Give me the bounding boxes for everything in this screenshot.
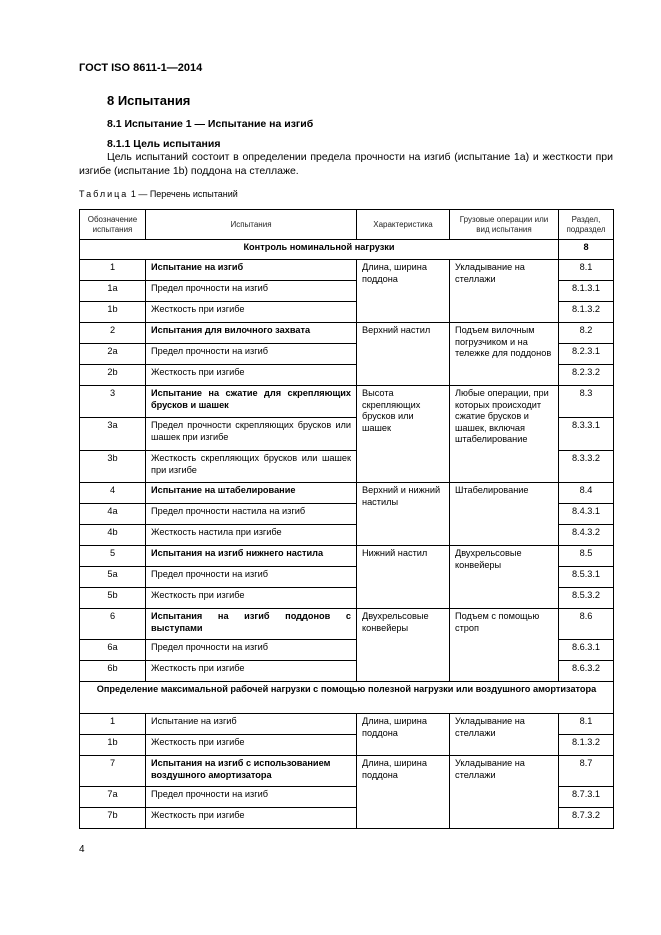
- table-row: [80, 609, 614, 640]
- operation-cell: Укладывание на стеллажи: [450, 260, 559, 323]
- test-id-cell: 6: [80, 609, 146, 640]
- test-name-cell: Испытания на изгиб нижнего настила: [146, 546, 357, 567]
- test-name-cell: Испытания на изгиб с использованием воздушного амортизатора: [146, 756, 357, 787]
- table-row: [80, 756, 614, 787]
- test-id-cell: 1b: [80, 735, 146, 756]
- ref-cell: 8.4.3.2: [559, 525, 614, 546]
- test-id-cell: 6a: [80, 640, 146, 661]
- test-id-cell: 7b: [80, 808, 146, 829]
- test-name-cell: Жесткость при изгибе: [146, 735, 357, 756]
- ref-cell: 8.6: [559, 609, 614, 640]
- test-id-cell: 3b: [80, 451, 146, 483]
- test-name-cell: Жесткость при изгибе: [146, 808, 357, 829]
- header-cell-characteristic: Характеристика: [357, 210, 450, 240]
- table-caption-label: Таблица: [79, 189, 129, 199]
- subsection-title: 8.1 Испытание 1 — Испытание на изгиб: [107, 118, 314, 130]
- operation-cell: Любые операции, при которых происходит сжатие брусков и шашек, включая штабелирование: [450, 386, 559, 483]
- table-row: [80, 323, 614, 344]
- test-name-cell: Испытания на изгиб поддонов с выступами: [146, 609, 357, 640]
- operation-cell: Подъем вилочным погрузчиком и на тележке для поддонов: [450, 323, 559, 386]
- table-header-row: [80, 210, 614, 240]
- operation-cell: Штабелирование: [450, 483, 559, 546]
- header-cell-id: Обозначение испытания: [80, 210, 146, 240]
- test-id-cell: 7a: [80, 787, 146, 808]
- ref-cell: 8.5: [559, 546, 614, 567]
- test-id-cell: 4: [80, 483, 146, 504]
- test-id-cell: 1: [80, 260, 146, 281]
- header-cell-test: Испытания: [146, 210, 357, 240]
- test-name-cell: Жесткость настила при изгибе: [146, 525, 357, 546]
- ref-cell: 8.1: [559, 714, 614, 735]
- section-row-title: Определение максимальной рабочей нагрузки с помощью полезной нагрузки или воздушного амортизатора: [80, 682, 614, 714]
- ref-cell: 8.7.3.1: [559, 787, 614, 808]
- test-name-cell: Предел прочности на изгиб: [146, 281, 357, 302]
- ref-cell: 8.4: [559, 483, 614, 504]
- characteristic-cell: Верхний настил: [357, 323, 450, 386]
- test-name-cell: Жесткость при изгибе: [146, 588, 357, 609]
- header-cell-operation: Грузовые операции или вид испытания: [450, 210, 559, 240]
- table-row: [80, 546, 614, 567]
- test-id-cell: 2a: [80, 344, 146, 365]
- test-id-cell: 1b: [80, 302, 146, 323]
- ref-cell: 8.7.3.2: [559, 808, 614, 829]
- ref-cell: 8.5.3.2: [559, 588, 614, 609]
- test-id-cell: 2: [80, 323, 146, 344]
- test-id-cell: 3a: [80, 418, 146, 451]
- test-name-cell: Испытание на сжатие для скрепляющих брусков и шашек: [146, 386, 357, 418]
- characteristic-cell: Высота скрепляющих брусков или шашек: [357, 386, 450, 483]
- test-id-cell: 2b: [80, 365, 146, 386]
- test-name-cell: Испытание на изгиб: [146, 714, 357, 735]
- ref-cell: 8.2.3.2: [559, 365, 614, 386]
- test-id-cell: 5: [80, 546, 146, 567]
- operation-cell: Двухрельсовые конвейеры: [450, 546, 559, 609]
- operation-cell: Подъем с помощью строп: [450, 609, 559, 682]
- ref-cell: 8.4.3.1: [559, 504, 614, 525]
- test-name-cell: Предел прочности скрепляющих брусков или шашек при изгибе: [146, 418, 357, 451]
- characteristic-cell: Длина, ширина поддона: [357, 756, 450, 829]
- table-row: [80, 260, 614, 281]
- ref-cell: 8.2.3.1: [559, 344, 614, 365]
- test-name-cell: Жесткость при изгибе: [146, 365, 357, 386]
- ref-cell: 8.1.3.2: [559, 735, 614, 756]
- table-caption-text: 1 — Перечень испытаний: [130, 189, 238, 199]
- table-section-row: [80, 240, 614, 260]
- test-name-cell: Жесткость скрепляющих брусков или шашек при изгибе: [146, 451, 357, 483]
- characteristic-cell: Нижний настил: [357, 546, 450, 609]
- ref-cell: 8.3: [559, 386, 614, 418]
- characteristic-cell: Длина, ширина поддона: [357, 714, 450, 756]
- test-id-cell: 1: [80, 714, 146, 735]
- page-number: 4: [79, 844, 85, 855]
- characteristic-cell: Двухрельсовые конвейеры: [357, 609, 450, 682]
- ref-cell: 8.6.3.2: [559, 661, 614, 682]
- test-id-cell: 3: [80, 386, 146, 418]
- test-id-cell: 5b: [80, 588, 146, 609]
- table-section-row: [80, 682, 614, 714]
- ref-cell: 8.1.3.2: [559, 302, 614, 323]
- test-name-cell: Предел прочности на изгиб: [146, 787, 357, 808]
- ref-cell: 8.7: [559, 756, 614, 787]
- test-name-cell: Испытание на изгиб: [146, 260, 357, 281]
- section-title: 8 Испытания: [107, 93, 191, 108]
- table-row: [80, 714, 614, 735]
- operation-cell: Укладывание на стеллажи: [450, 756, 559, 829]
- body-paragraph: Цель испытаний состоит в определении предела прочности на изгиб (испытание 1а) и жесткости при изгибе (испытание 1b) поддона на стеллаже.: [79, 151, 613, 177]
- test-id-cell: 1a: [80, 281, 146, 302]
- test-name-cell: Предел прочности на изгиб: [146, 344, 357, 365]
- header-cell-ref: Раздел, подраздел: [559, 210, 614, 240]
- ref-cell: 8.3.3.2: [559, 451, 614, 483]
- test-id-cell: 6b: [80, 661, 146, 682]
- test-id-cell: 4b: [80, 525, 146, 546]
- ref-cell: 8.3.3.1: [559, 418, 614, 451]
- ref-cell: 8.1.3.1: [559, 281, 614, 302]
- table-row: [80, 386, 614, 418]
- test-name-cell: Жесткость при изгибе: [146, 661, 357, 682]
- table-caption: [79, 189, 238, 199]
- test-id-cell: 5a: [80, 567, 146, 588]
- test-name-cell: Испытание на штабелирование: [146, 483, 357, 504]
- ref-cell: 8.2: [559, 323, 614, 344]
- test-name-cell: Предел прочности настила на изгиб: [146, 504, 357, 525]
- test-name-cell: Жесткость при изгибе: [146, 302, 357, 323]
- test-name-cell: Предел прочности на изгиб: [146, 567, 357, 588]
- ref-cell: 8.5.3.1: [559, 567, 614, 588]
- test-name-cell: Предел прочности на изгиб: [146, 640, 357, 661]
- section-row-ref: 8: [559, 240, 614, 260]
- ref-cell: 8.6.3.1: [559, 640, 614, 661]
- section-row-title: Контроль номинальной нагрузки: [80, 240, 559, 260]
- document-code: ГОСТ ISO 8611-1—2014: [79, 62, 203, 74]
- operation-cell: Укладывание на стеллажи: [450, 714, 559, 756]
- characteristic-cell: Верхний и нижний настилы: [357, 483, 450, 546]
- test-id-cell: 4a: [80, 504, 146, 525]
- ref-cell: 8.1: [559, 260, 614, 281]
- test-id-cell: 7: [80, 756, 146, 787]
- test-name-cell: Испытания для вилочного захвата: [146, 323, 357, 344]
- characteristic-cell: Длина, ширина поддона: [357, 260, 450, 323]
- subsubsection-title: 8.1.1 Цель испытания: [107, 138, 221, 150]
- table-row: [80, 483, 614, 504]
- tests-table: [79, 209, 614, 829]
